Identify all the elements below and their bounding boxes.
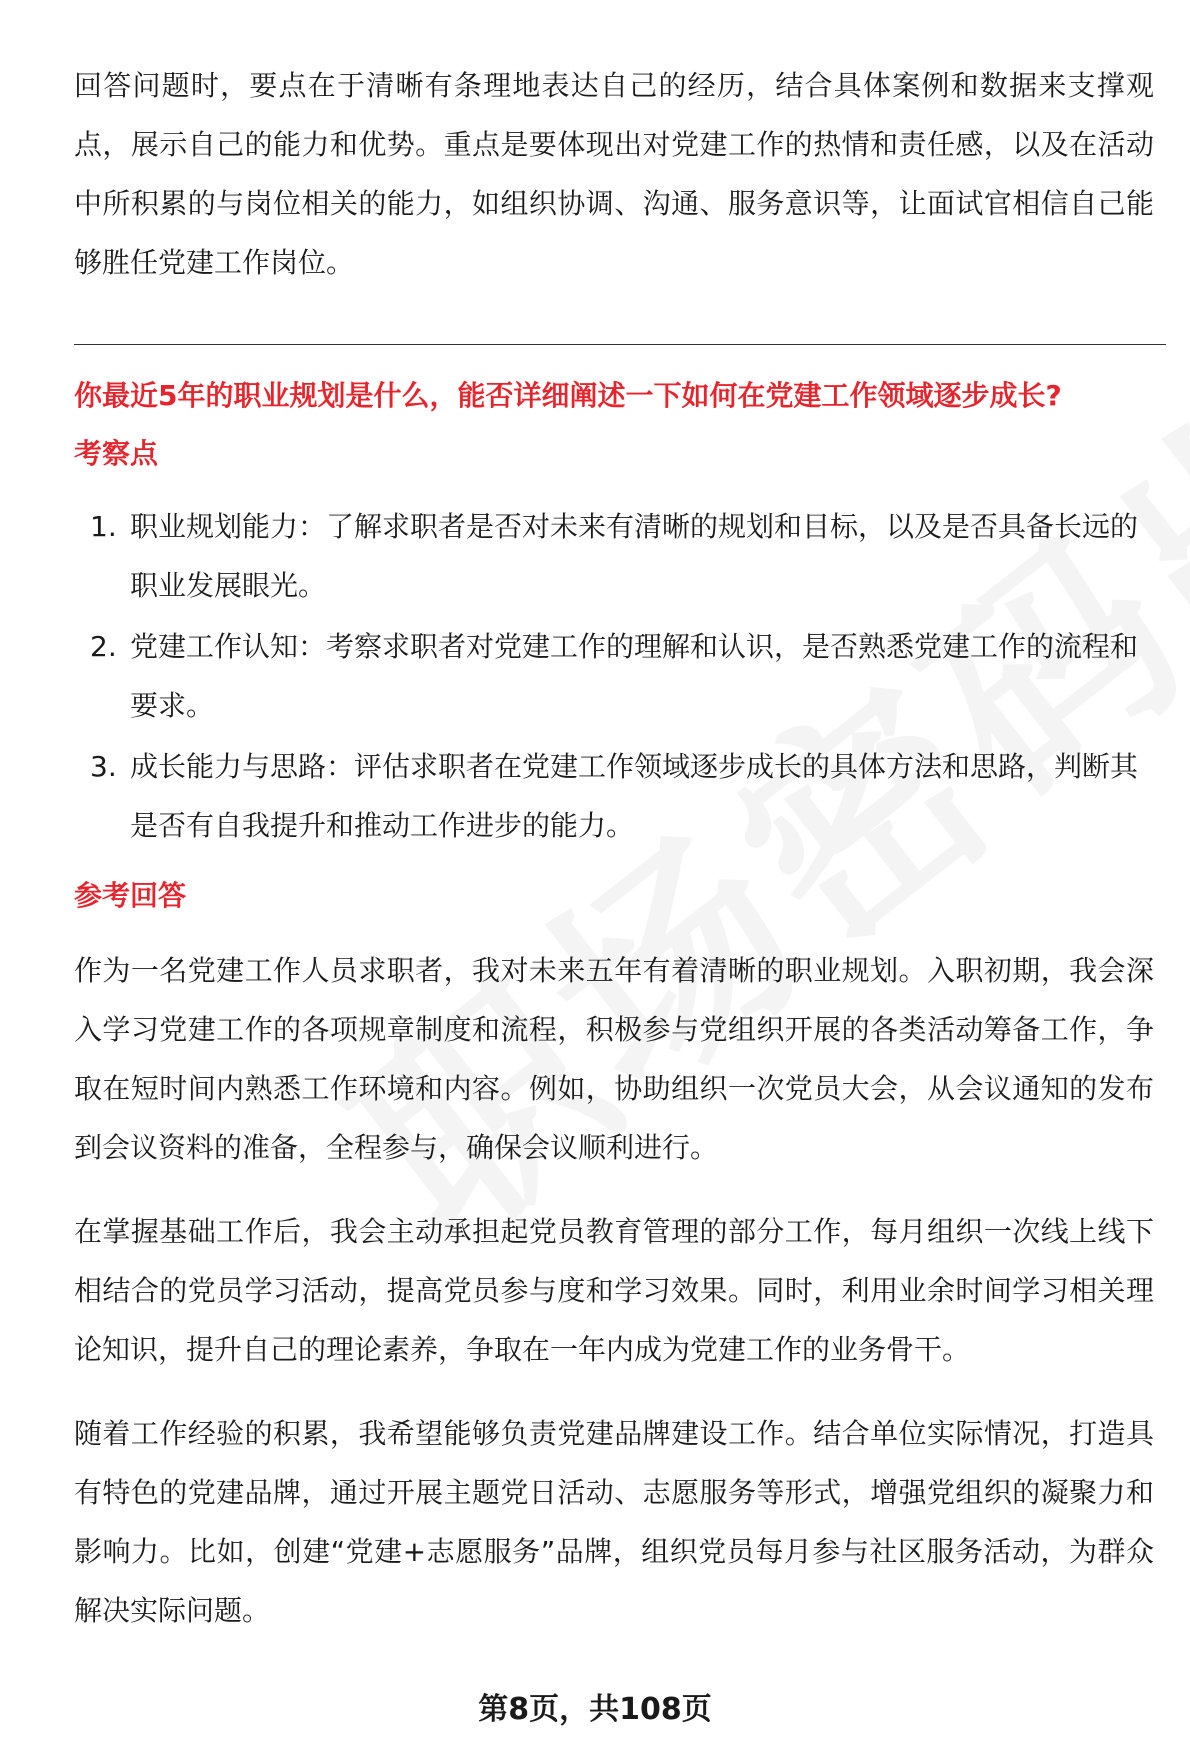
answer-heading: 参考回答: [74, 879, 187, 912]
answer-block: [74, 941, 1154, 1640]
answer-paragraph: 随着工作经验的积累，我希望能够负责党建品牌建设工作。结合单位实际情况，打造具有特色的党建品牌，通过开展主题党日活动、志愿服务等形式，增强党组织的凝聚力和影响力。比如，创建“党建+志愿服务”品牌，组织党员每月参与社区服务活动，为群众解决实际问题。: [74, 1417, 1154, 1627]
section-divider: [74, 344, 1166, 345]
list-item-number: 1.: [90, 510, 117, 543]
page-footer: 第8页，共108页: [478, 1692, 712, 1727]
question-title: 你最近5年的职业规划是什么，能否详细阐述一下如何在党建工作领域逐步成长?: [74, 379, 1062, 412]
page-content: [74, 56, 1154, 1640]
list-item-text: 职业规划能力：了解求职者是否对未来有清晰的规划和目标，以及是否具备长远的职业发展眼光。: [130, 510, 1139, 602]
answer-paragraph: 作为一名党建工作人员求职者，我对未来五年有着清晰的职业规划。入职初期，我会深入学习党建工作的各项规章制度和流程，积极参与党组织开展的各类活动筹备工作，争取在短时间内熟悉工作环境和内容。例如，协助组织一次党员大会，从会议通知的发布到会议资料的准备，全程参与，确保会议顺利进行。: [74, 954, 1154, 1164]
list-item: [74, 497, 1154, 615]
points-heading: 考察点: [74, 437, 159, 470]
list-item-number: 2.: [90, 630, 117, 663]
answer-paragraph: 在掌握基础工作后，我会主动承担起党员教育管理的部分工作，每月组织一次线上线下相结合的党员学习活动，提高党员参与度和学习效果。同时，利用业余时间学习相关理论知识，提升自己的理论素养，争取在一年内成为党建工作的业务骨干。: [74, 1215, 1154, 1366]
list-item-text: 党建工作认知：考察求职者对党建工作的理解和认识，是否熟悉党建工作的流程和要求。: [130, 630, 1139, 722]
intro-paragraph: 回答问题时，要点在于清晰有条理地表达自己的经历，结合具体案例和数据来支撑观点，展示自己的能力和优势。重点是要体现出对党建工作的热情和责任感，以及在活动中所积累的与岗位相关的能力，如组织协调、沟通、服务意识等，让面试官相信自己能够胜任党建工作岗位。: [74, 69, 1154, 279]
points-list: [74, 497, 1154, 855]
list-item: [74, 737, 1154, 855]
list-item: [74, 617, 1154, 735]
list-item-text: 成长能力与思路：评估求职者在党建工作领域逐步成长的具体方法和思路，判断其是否有自我提升和推动工作进步的能力。: [130, 750, 1139, 842]
list-item-number: 3.: [90, 750, 117, 783]
